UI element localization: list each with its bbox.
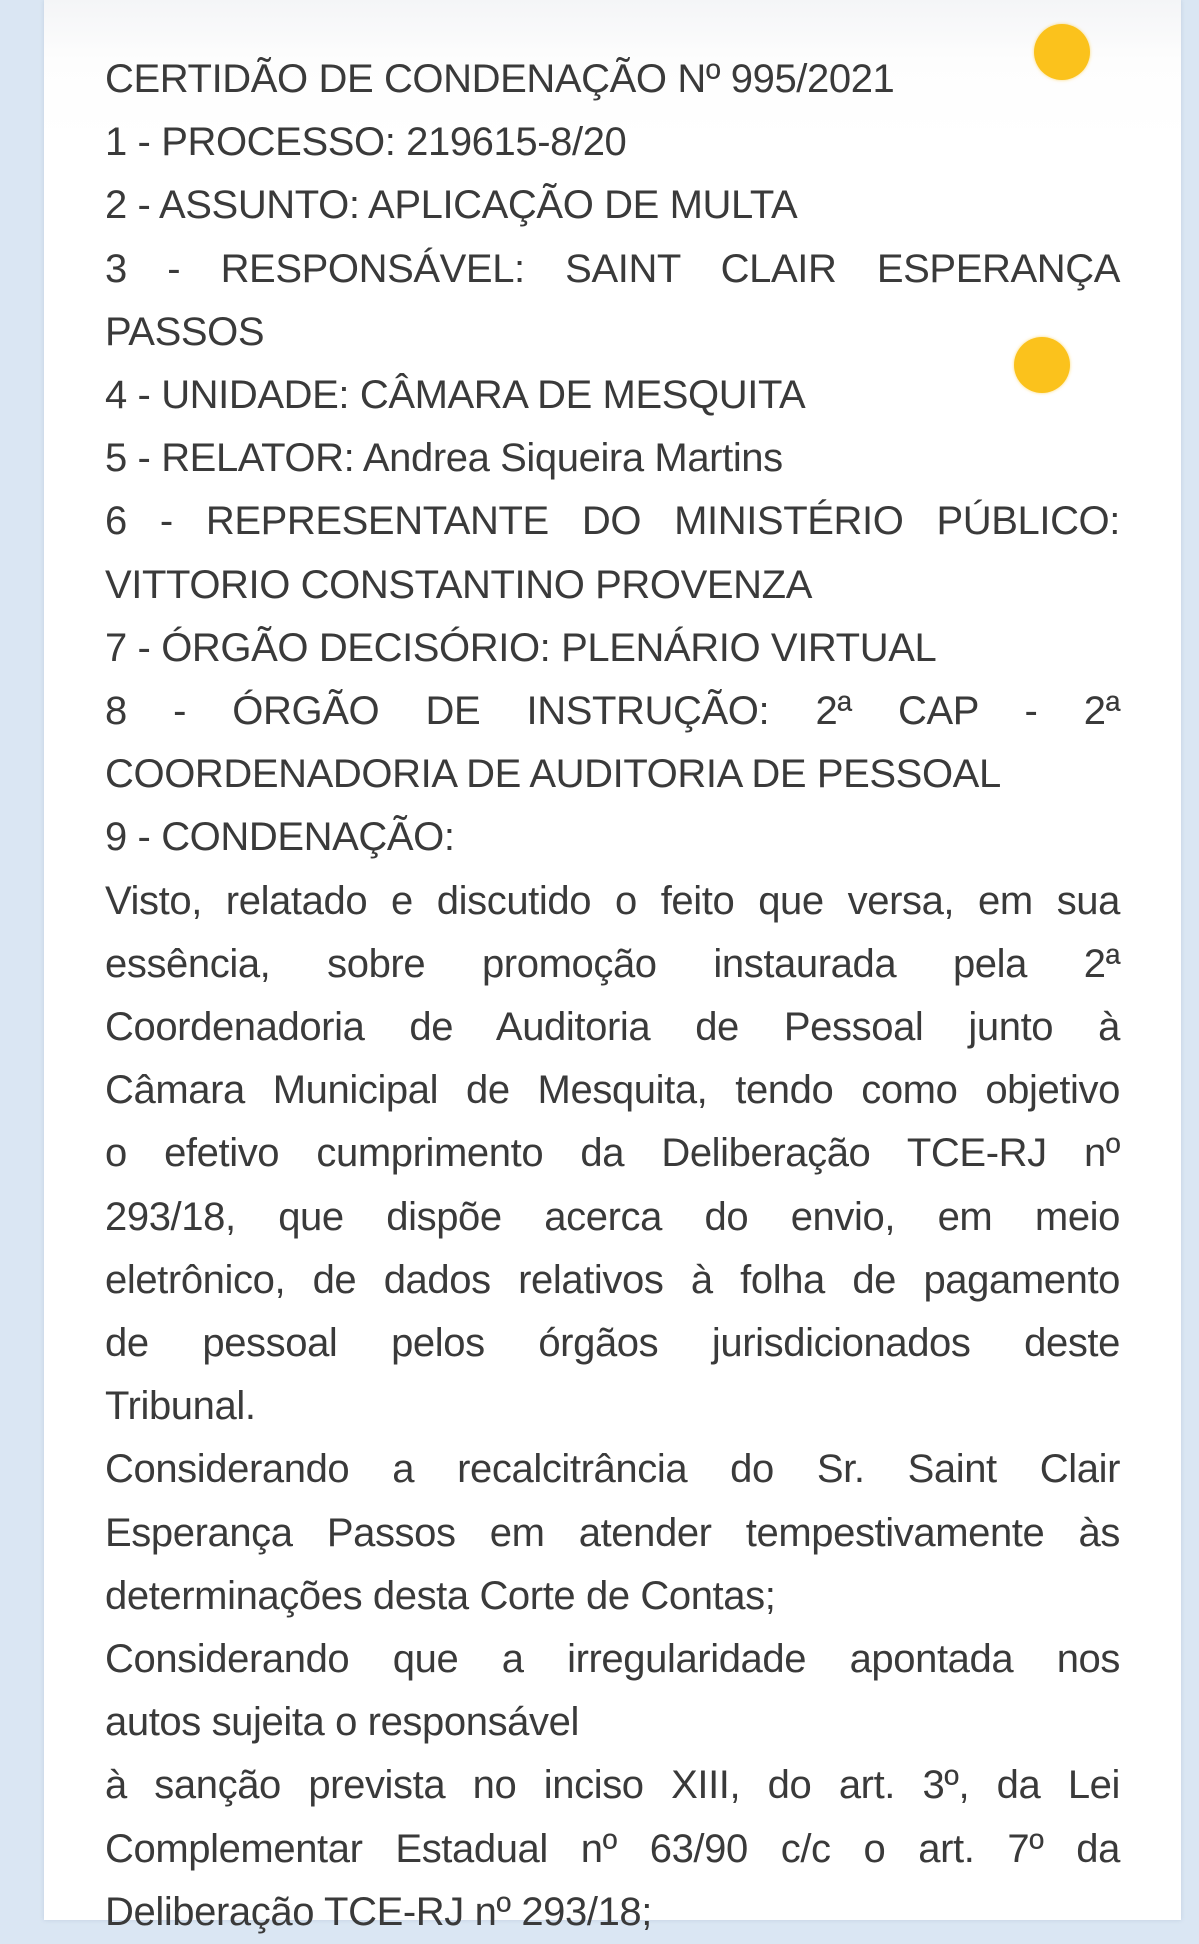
paragraph-line: o efetivo cumprimento da Deliberação TCE-RJ nº <box>105 1131 1120 1176</box>
paragraph-line: Coordenadoria de Auditoria de Pessoal junto à <box>105 1005 1120 1050</box>
field-representante-cont: VITTORIO CONSTANTINO PROVENZA <box>105 562 812 607</box>
field-condenacao: 9 - CONDENAÇÃO: <box>105 815 455 860</box>
field-processo: 1 - PROCESSO: 219615-8/20 <box>105 120 627 165</box>
paragraph-line: à sanção prevista no inciso XIII, do art. 3º, da Lei <box>105 1763 1120 1808</box>
paragraph-line: 293/18, que dispõe acerca do envio, em meio <box>105 1194 1120 1239</box>
paragraph-line: Complementar Estadual nº 63/90 c/c o art. 7º da <box>105 1826 1120 1871</box>
field-orgao-decisorio: 7 - ÓRGÃO DECISÓRIO: PLENÁRIO VIRTUAL <box>105 625 937 670</box>
paragraph-line: Esperança Passos em atender tempestivamente às <box>105 1510 1120 1555</box>
paragraph-line: determinações desta Corte de Contas; <box>105 1573 776 1618</box>
paragraph-line: autos sujeita o responsável <box>105 1700 579 1745</box>
paragraph-line: Deliberação TCE-RJ nº 293/18; <box>105 1889 652 1934</box>
certificate-title: CERTIDÃO DE CONDENAÇÃO Nº 995/2021 <box>105 57 895 101</box>
field-representante: 6 - REPRESENTANTE DO MINISTÉRIO PÚBLICO: <box>105 499 1120 544</box>
field-relator: 5 - RELATOR: Andrea Siqueira Martins <box>105 436 783 481</box>
paragraph-line: Considerando que a irregularidade apontada nos <box>105 1637 1120 1682</box>
field-orgao-instrucao: 8 - ÓRGÃO DE INSTRUÇÃO: 2ª CAP - 2ª <box>105 689 1120 734</box>
field-responsavel: 3 - RESPONSÁVEL: SAINT CLAIR ESPERANÇA <box>105 246 1120 291</box>
field-responsavel-cont: PASSOS <box>105 309 265 354</box>
paragraph-line: eletrônico, de dados relativos à folha de pagamento <box>105 1257 1120 1302</box>
paragraph-line: de pessoal pelos órgãos jurisdicionados deste <box>105 1321 1120 1366</box>
paragraph-line: Considerando a recalcitrância do Sr. Saint Clair <box>105 1447 1120 1492</box>
field-unidade: 4 - UNIDADE: CÂMARA DE MESQUITA <box>105 373 806 418</box>
field-assunto: 2 - ASSUNTO: APLICAÇÃO DE MULTA <box>105 183 798 228</box>
paragraph-line: essência, sobre promoção instaurada pela 2ª <box>105 941 1120 986</box>
field-orgao-instrucao-cont: COORDENADORIA DE AUDITORIA DE PESSOAL <box>105 752 1001 797</box>
certificate-text <box>105 48 1120 1944</box>
paragraph-line: Tribunal. <box>105 1384 256 1429</box>
paragraph-line: Câmara Municipal de Mesquita, tendo como objetivo <box>105 1068 1120 1113</box>
paragraph-line: Visto, relatado e discutido o feito que versa, em sua <box>105 878 1120 923</box>
